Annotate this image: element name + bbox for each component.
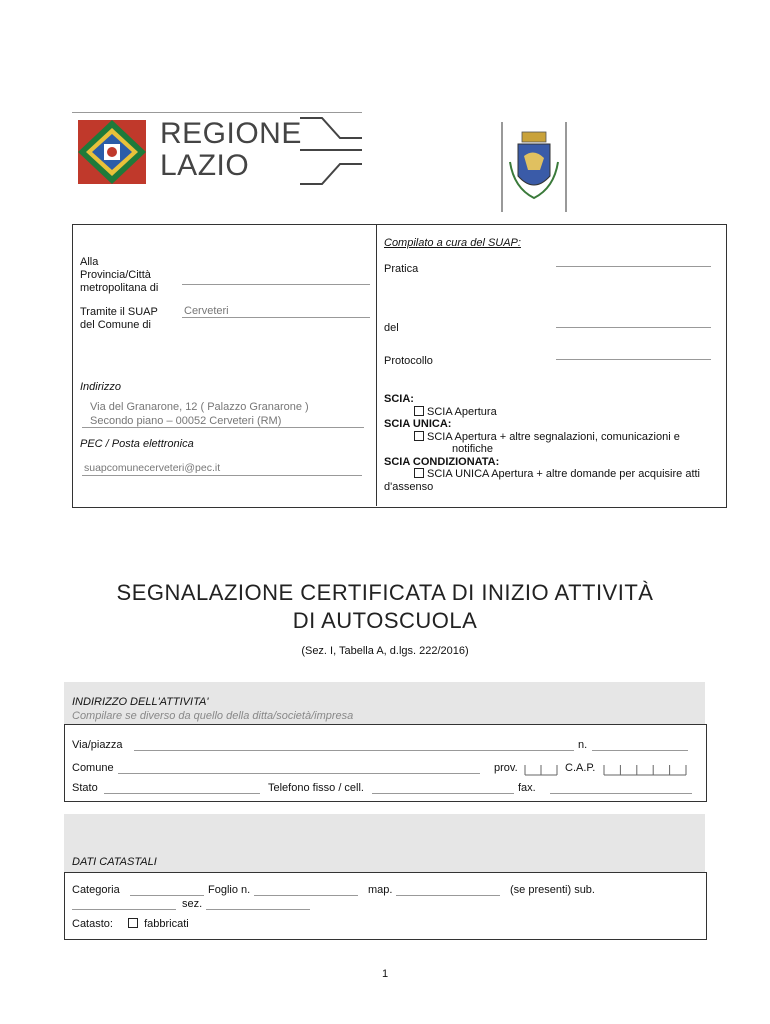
pec-field[interactable] (82, 475, 362, 476)
logo-chevron-lines-icon (300, 116, 362, 186)
scia-apertura-checkbox[interactable] (414, 406, 424, 416)
del-label: del (384, 322, 399, 334)
stato-label: Stato (72, 782, 98, 794)
regione-lazio-emblem-icon (76, 118, 148, 186)
telefono-field[interactable] (372, 793, 514, 794)
comune-field[interactable] (118, 773, 480, 774)
sub-label: (se presenti) sub. (510, 884, 595, 896)
pratica-field[interactable] (556, 266, 711, 267)
document-subtitle: (Sez. I, Tabella A, d.lgs. 222/2016) (301, 645, 469, 657)
indirizzo-attivita-heading: INDIRIZZO DELL'ATTIVITA' (72, 696, 209, 708)
pec-label: PEC / Posta elettronica (80, 438, 194, 450)
via-field[interactable] (134, 750, 574, 751)
categoria-field[interactable] (130, 895, 204, 896)
map-label: map. (368, 884, 393, 896)
comune-suap-value: Cerveteri (184, 305, 229, 317)
telefono-label: Telefono fisso / cell. (268, 782, 364, 794)
comune-label: Comune (72, 762, 114, 774)
stato-field[interactable] (104, 793, 260, 794)
protocollo-label: Protocollo (384, 355, 433, 367)
tramite-label: Tramite il SUAP del Comune di (80, 306, 158, 331)
scia-options: SCIA: SCIA Apertura SCIA UNICA: SCIA Apertura + altre segnalazioni, comunicazioni e notifiche SCIA CONDIZIONATA: SCIA UNICA Apertura + altre domande per acquisire atti d'assenso (384, 393, 720, 493)
recipient-suap-divider (376, 224, 377, 506)
sub-field[interactable] (72, 909, 176, 910)
fax-label: fax. (518, 782, 536, 794)
prov-field[interactable] (524, 762, 558, 776)
prov-label: prov. (494, 762, 518, 774)
pratica-label: Pratica (384, 263, 419, 275)
sez-label: sez. (182, 898, 203, 910)
document-title-line-2: DI AUTOSCUOLA (292, 608, 478, 633)
del-field[interactable] (556, 327, 711, 328)
logo-wordmark (160, 118, 302, 182)
fabbricati-option[interactable]: fabbricati (128, 918, 189, 930)
indirizzo-value: Via del Granarone, 12 ( Palazzo Granarone ) Secondo piano – 00052 Cerveteri (RM) (90, 401, 309, 427)
dati-catastali-heading: DATI CATASTALI (72, 856, 157, 868)
comune-suap-field[interactable] (182, 317, 370, 318)
pec-value: suapcomunecerveteri@pec.it (84, 462, 221, 474)
indirizzo-attivita-header (64, 682, 705, 724)
recipient-label: Alla Provincia/Città metropolitana di (80, 256, 159, 294)
page-number: 1 (381, 968, 389, 980)
logo-line-2: LAZIO (160, 149, 250, 182)
numero-label: n. (578, 739, 588, 751)
indirizzo-label: Indirizzo (80, 381, 121, 393)
catasto-label: Catasto: (72, 918, 113, 930)
foglio-field[interactable] (254, 895, 358, 896)
numero-field[interactable] (592, 750, 688, 751)
scia-condizionata-checkbox[interactable] (414, 468, 424, 478)
scia-unica-checkbox[interactable] (414, 431, 424, 441)
scia-apertura-option[interactable]: SCIA Apertura (384, 406, 720, 419)
suap-heading: Compilato a cura del SUAP: (384, 237, 521, 249)
categoria-label: Categoria (72, 884, 120, 896)
fabbricati-checkbox[interactable] (128, 918, 138, 928)
cap-field[interactable] (603, 762, 687, 776)
protocollo-field[interactable] (556, 359, 711, 360)
logo-line-1: REGIONE (160, 117, 302, 150)
via-label: Via/piazza (72, 739, 123, 751)
logo-top-rule (72, 112, 362, 113)
sez-field[interactable] (206, 909, 310, 910)
scia-unica-option[interactable]: SCIA Apertura + altre segnalazioni, comunicazioni e (384, 431, 720, 444)
map-field[interactable] (396, 895, 500, 896)
fax-field[interactable] (550, 793, 692, 794)
dati-catastali-header (64, 814, 705, 872)
municipal-crest-icon (500, 122, 568, 212)
indirizzo-attivita-subheading: Compilare se diverso da quello della ditta/società/impresa (72, 710, 354, 722)
document-title-line-1: SEGNALAZIONE CERTIFICATA DI INIZIO ATTIVITÀ (116, 580, 654, 605)
foglio-label: Foglio n. (208, 884, 251, 896)
cap-label: C.A.P. (565, 762, 596, 774)
indirizzo-field[interactable] (82, 427, 364, 428)
provincia-field[interactable] (182, 284, 370, 285)
scia-condizionata-option[interactable]: SCIA UNICA Apertura + altre domande per acquisire atti (384, 468, 720, 481)
